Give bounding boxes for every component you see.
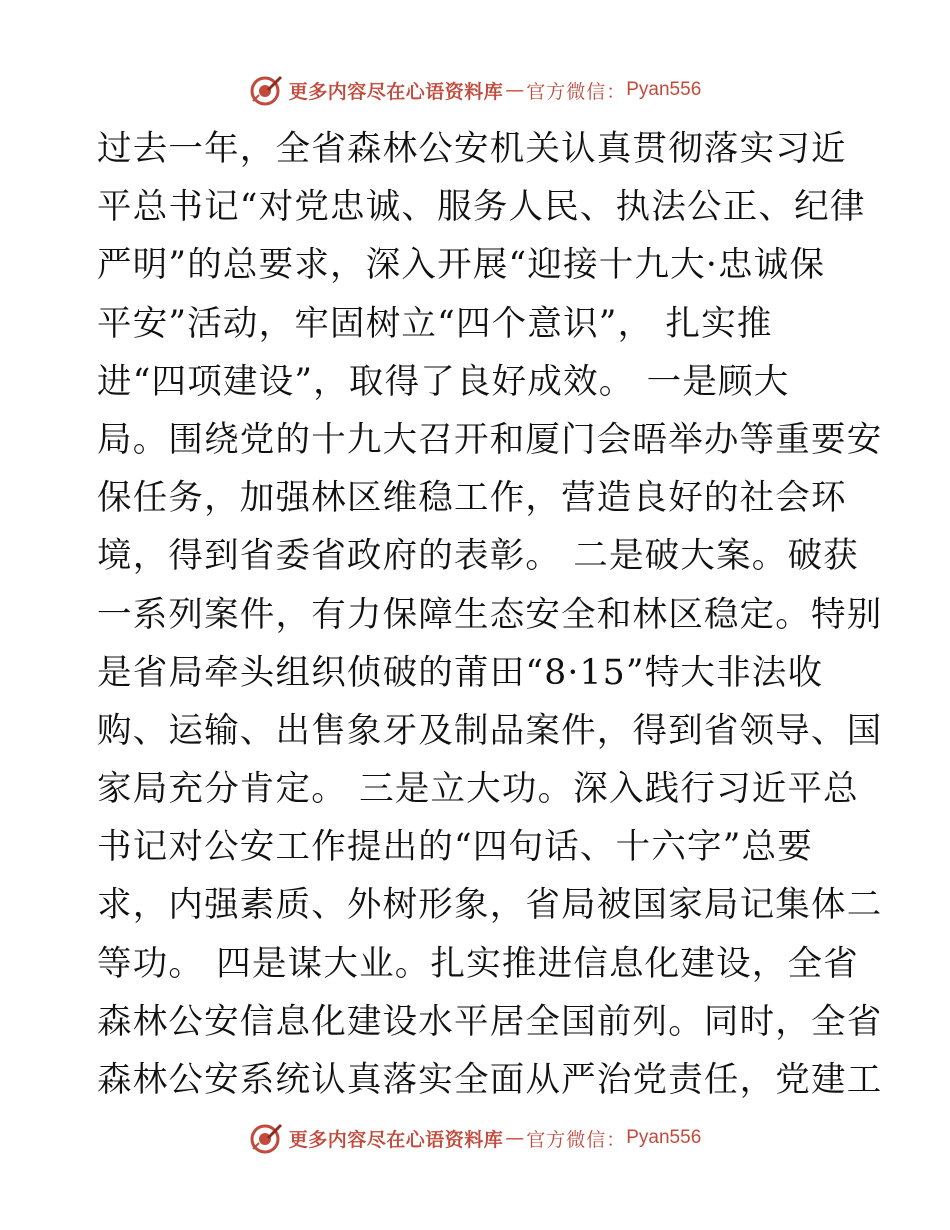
watermark-main-text: 更多内容尽在心语资料库 xyxy=(288,1128,504,1151)
text-line: 严明”的总要求，深入开展“迎接十九大·忠诚保 xyxy=(97,245,826,286)
text-line: 进“四项建设”，取得了良好成效。 一是顾大 xyxy=(97,361,790,402)
text-line: 森林公安系统认真落实全面从严治党责任，党建工 xyxy=(97,1060,883,1100)
text-line: 求，内强素质、外树形象，省局被国家局记集体二 xyxy=(97,885,883,926)
text-line: 森林公安信息化建设水平居全国前列。同时，全省 xyxy=(97,1001,883,1042)
document-body xyxy=(97,120,883,1109)
watermark-separator: — xyxy=(505,1127,525,1149)
watermark-label: 官方微信： xyxy=(526,80,627,103)
text-line: 购、运输、出售象牙及制品案件，得到省领导、国 xyxy=(97,710,883,751)
watermark-account: Pyan556 xyxy=(626,79,702,100)
text-line: 过去一年，全省森林公安机关认真贯彻落实习近 xyxy=(97,129,847,169)
red-quill-seal-icon xyxy=(249,73,283,107)
text-line: 家局充分肯定。 三是立大功。深入践行习近平总 xyxy=(97,769,859,810)
text-line: 书记对公安工作提出的“四句话、十六字”总要 xyxy=(97,827,813,868)
text-line: 等功。 四是谋大业。扎实推进信息化建设，全省 xyxy=(97,943,859,984)
text-line: 是省局牵头组织侦破的莆田“8·15”特大非法收 xyxy=(97,652,824,693)
text-line: 平总书记“对党忠诚、服务人民、执法公正、纪律 xyxy=(97,187,866,228)
header-watermark xyxy=(0,72,950,108)
footer-watermark xyxy=(0,1120,950,1156)
text-line: 境，得到省委省政府的表彰。 二是破大案。破获 xyxy=(97,536,859,577)
text-line: 平安”活动，牢固树立“四个意识”， 扎实推 xyxy=(97,303,773,344)
watermark-main-text: 更多内容尽在心语资料库 xyxy=(288,80,504,103)
watermark-account: Pyan556 xyxy=(626,1127,702,1148)
text-line: 一系列案件，有力保障生态安全和林区稳定。特别 xyxy=(97,594,883,635)
watermark-separator: — xyxy=(505,79,525,101)
watermark-label: 官方微信： xyxy=(526,1128,627,1151)
red-quill-seal-icon xyxy=(249,1121,283,1155)
text-line: 保任务，加强林区维稳工作，营造良好的社会环 xyxy=(97,478,847,519)
text-line: 局。围绕党的十九大召开和厦门会晤举办等重要安 xyxy=(97,419,883,460)
